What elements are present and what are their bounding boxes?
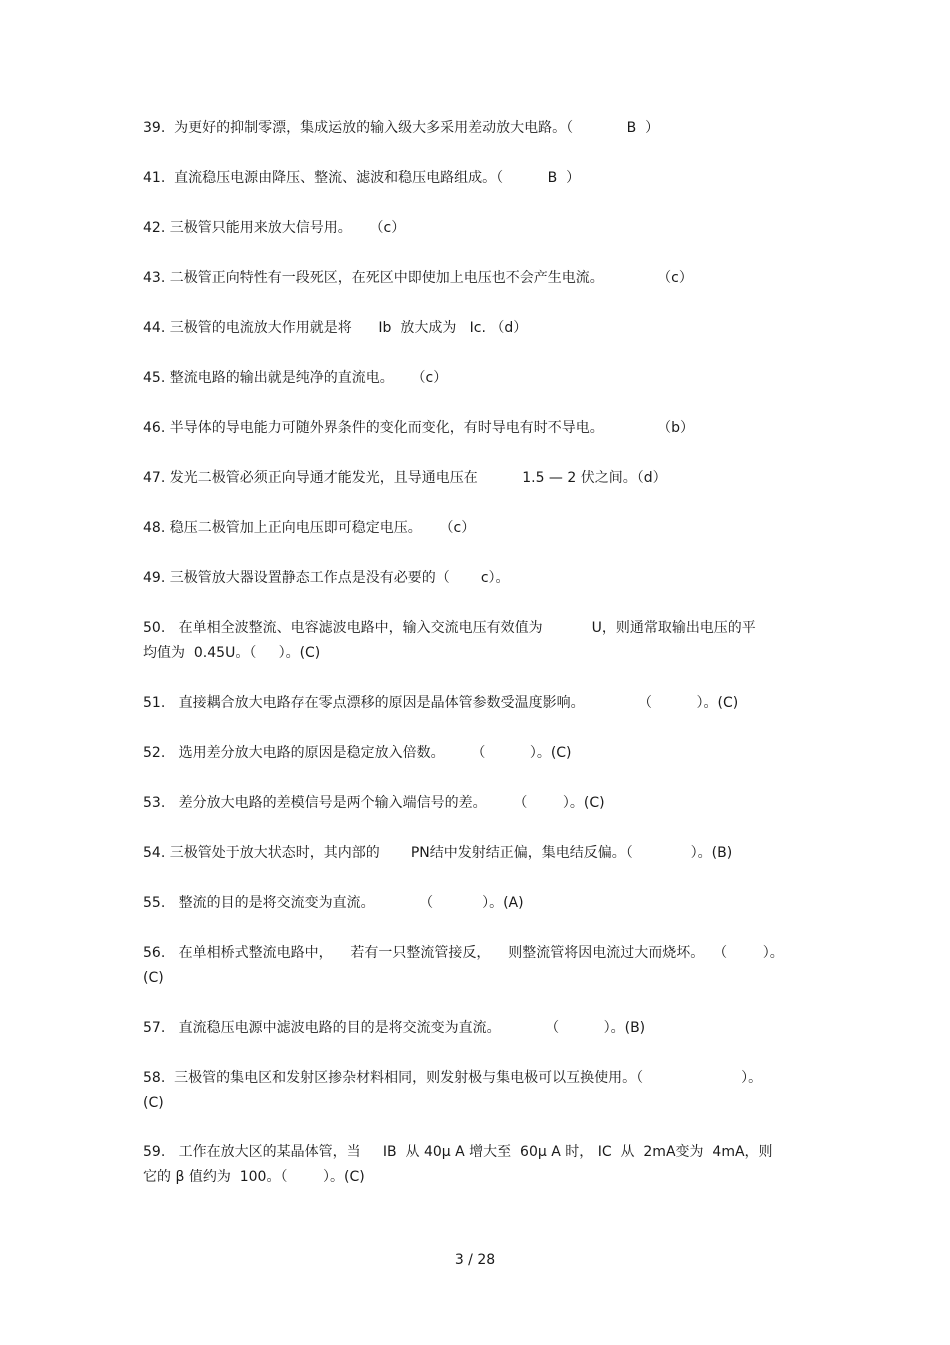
page-number: 3 / 28 <box>454 1252 496 1268</box>
question-45: 45. 整流电路的输出就是纯净的直流电。 （c） <box>143 370 448 386</box>
question-56: 56. 在单相桥式整流电路中， 若有一只整流管接反， 则整流管将因电流过大而烧坏。 （ ）。 (C) <box>143 945 784 986</box>
question-48: 48. 稳压二极管加上正向电压即可稳定电压。 （c） <box>143 520 476 536</box>
question-47: 47. 发光二极管必须正向导通才能发光，且导通电压在 1.5 — 2 伏之间。（d） <box>143 470 667 486</box>
question-42: 42. 三极管只能用来放大信号用。 （c） <box>143 220 406 236</box>
question-58: 58. 三极管的集电区和发射区掺杂材料相同，则发射极与集电极可以互换使用。（ ）。 (C) <box>143 1070 763 1111</box>
question-46: 46. 半导体的导电能力可随外界条件的变化而变化，有时导电有时不导电。 （b） <box>143 420 695 436</box>
question-53: 53. 差分放大电路的差模信号是两个输入端信号的差。 （ ）。(C) <box>143 795 605 811</box>
question-39: 39. 为更好的抑制零漂，集成运放的输入级大多采用差动放大电路。（ B ） <box>143 120 660 136</box>
question-49: 49. 三极管放大器设置静态工作点是没有必要的（ c）。 <box>143 570 510 586</box>
question-50: 50. 在单相全波整流、电容滤波电路中，输入交流电压有效值为 U，则通常取输出电压的平 均值为 0.45U。（ ）。(C) <box>143 620 756 661</box>
question-51: 51. 直接耦合放大电路存在零点漂移的原因是晶体管参数受温度影响。 （ ）。(C) <box>143 695 739 711</box>
question-57: 57. 直流稳压电源中滤波电路的目的是将交流变为直流。 （ ）。(B) <box>143 1020 646 1036</box>
question-43: 43. 二极管正向特性有一段死区，在死区中即使加上电压也不会产生电流。 （c） <box>143 270 693 286</box>
question-55: 55. 整流的目的是将交流变为直流。 （ ）。(A) <box>143 895 524 911</box>
question-52: 52. 选用差分放大电路的原因是稳定放入倍数。 （ ）。(C) <box>143 745 572 761</box>
question-41: 41. 直流稳压电源由降压、整流、滤波和稳压电路组成。（ B ） <box>143 170 581 186</box>
question-59: 59. 工作在放大区的某晶体管，当 IB 从 40μ A 增大至 60μ A 时， IC 从 2mA变为 4mA，则 它的 β 值约为 100。（ ）。(C) <box>143 1144 773 1185</box>
question-54: 54. 三极管处于放大状态时，其内部的 PN结中发射结正偏，集电结反偏。（ ）。(B) <box>143 845 733 861</box>
question-44: 44. 三极管的电流放大作用就是将 Ib 放大成为 Ic. （d） <box>143 320 528 336</box>
